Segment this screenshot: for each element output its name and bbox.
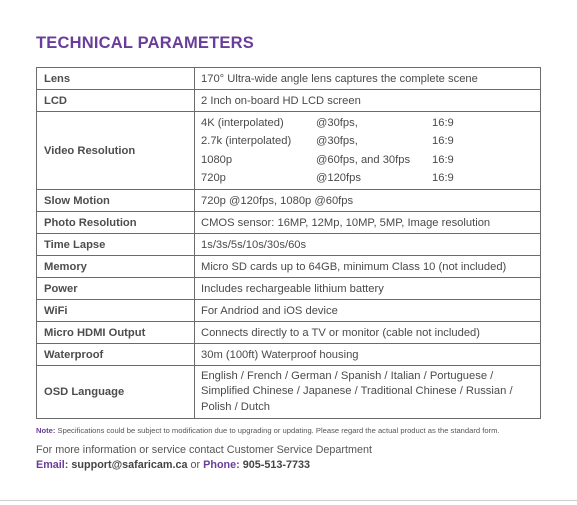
row-value: Includes rechargeable lithium battery	[195, 278, 541, 300]
video-format: 4K (interpolated)	[201, 117, 284, 130]
row-value: For Andriod and iOS device	[195, 300, 541, 322]
video-aspect: 16:9	[432, 153, 454, 166]
table-row	[37, 68, 541, 90]
video-aspect: 16:9	[432, 171, 454, 184]
row-label: Video Resolution	[37, 112, 195, 190]
row-label: Slow Motion	[37, 190, 195, 212]
video-aspect: 16:9	[432, 117, 454, 130]
video-framerate: @30fps,	[316, 117, 358, 130]
video-format: 720p	[201, 171, 226, 184]
row-label: WiFi	[37, 300, 195, 322]
video-framerate: @120fps	[316, 171, 361, 184]
video-mode	[201, 114, 540, 132]
table-row	[37, 90, 541, 112]
row-label: LCD	[37, 90, 195, 112]
parameters-table	[36, 67, 541, 419]
row-value: CMOS sensor: 16MP, 12Mp, 10MP, 5MP, Image resolution	[195, 212, 541, 234]
video-format: 1080p	[201, 153, 233, 166]
phone-number[interactable]: 905-513-7733	[242, 459, 310, 471]
note-text: Specifications could be subject to modification due to upgrading or updating. Please regard the actual product as the standard form.	[57, 426, 500, 435]
video-aspect: 16:9	[432, 135, 454, 148]
or-text: or	[190, 459, 201, 471]
video-framerate: @60fps, and 30fps	[316, 153, 411, 166]
table-row	[37, 300, 541, 322]
row-label: Lens	[37, 68, 195, 90]
phone-label: Phone:	[203, 459, 240, 471]
row-label: Memory	[37, 256, 195, 278]
row-label: Waterproof	[37, 344, 195, 366]
footnote	[36, 426, 500, 435]
video-format: 2.7k (interpolated)	[201, 135, 292, 148]
row-label: OSD Language	[37, 366, 195, 419]
video-resolution-list	[195, 112, 541, 190]
video-mode	[201, 151, 540, 169]
contact-line	[36, 459, 310, 471]
table-row	[37, 234, 541, 256]
row-value: 30m (100ft) Waterproof housing	[195, 344, 541, 366]
video-mode	[201, 132, 540, 150]
video-mode	[201, 169, 540, 187]
table-row	[37, 278, 541, 300]
email-link[interactable]: support@safaricam.ca	[71, 459, 188, 471]
table-row	[37, 112, 541, 190]
row-label: Power	[37, 278, 195, 300]
bottom-divider	[0, 500, 577, 501]
row-label: Time Lapse	[37, 234, 195, 256]
table-row	[37, 344, 541, 366]
row-value: 1s/3s/5s/10s/30s/60s	[195, 234, 541, 256]
page-title: TECHNICAL PARAMETERS	[36, 34, 254, 52]
email-label: Email:	[36, 459, 69, 471]
row-label: Micro HDMI Output	[37, 322, 195, 344]
table-row	[37, 190, 541, 212]
row-value: Micro SD cards up to 64GB, minimum Class 10 (not included)	[195, 256, 541, 278]
more-info-text: For more information or service contact Customer Service Department	[36, 444, 373, 456]
table-row	[37, 212, 541, 234]
table-row	[37, 322, 541, 344]
note-label: Note:	[36, 426, 56, 435]
row-value: English / French / German / Spanish / Italian / Portuguese / Simplified Chinese / Japanese / Traditional Chinese / Russian / Polish / Dutch	[195, 366, 541, 419]
row-label: Photo Resolution	[37, 212, 195, 234]
row-value: 170° Ultra-wide angle lens captures the complete scene	[195, 68, 541, 90]
video-framerate: @30fps,	[316, 135, 358, 148]
row-value: 2 Inch on-board HD LCD screen	[195, 90, 541, 112]
row-value: 720p @120fps, 1080p @60fps	[195, 190, 541, 212]
table-row	[37, 256, 541, 278]
table-row	[37, 366, 541, 419]
row-value: Connects directly to a TV or monitor (cable not included)	[195, 322, 541, 344]
